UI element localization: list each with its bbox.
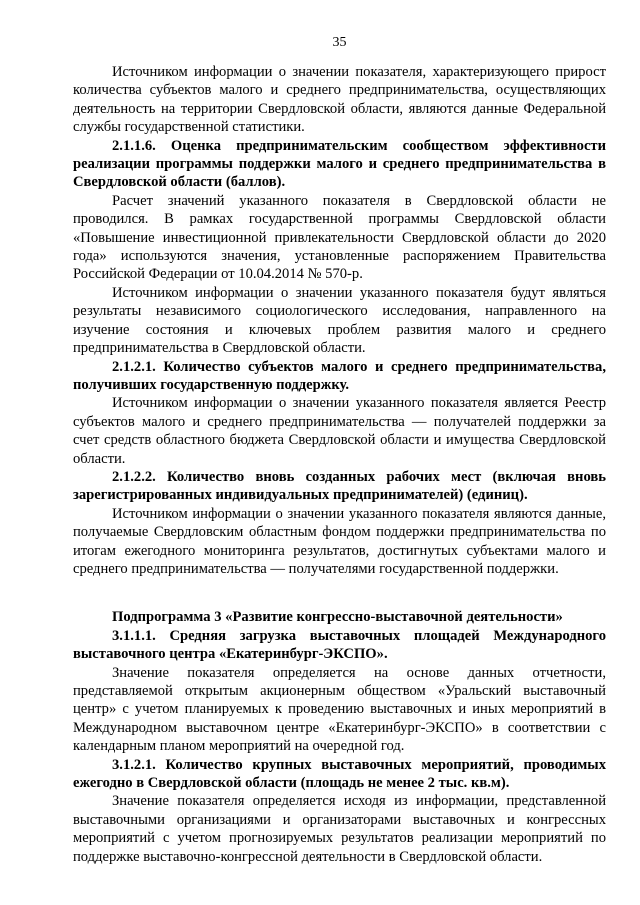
paragraph-expo-load: Значение показателя определяется на основе данных отчетности, представляемой открытым акционерным обществом «Уральский выставочный центр» с учетом планируемых к проведению выставочных и иных мероприятий в Международном выставочном центре «Екатеринбург-ЭКСПО» в соответствии с календарным планом мероприятий на очередной год. <box>73 664 606 755</box>
heading-2-1-2-1: 2.1.2.1. Количество субъектов малого и среднего предпринимательства, получивших государственную поддержку. <box>73 358 606 393</box>
paragraph-registry-source: Источником информации о значении указанного показателя является Реестр субъектов малого и среднего предпринимательства — получателей поддержки за счет средств областного бюджета Свердловской области и имущества Свердловской области. <box>73 395 606 467</box>
paragraph-exhibitions-count: Значение показателя определяется исходя из информации, представленной выставочными организациями и организаторами выставочных и конгрессных мероприятий с учетом прогнозируемых результатов реализации мероприятий по поддержке выставочно-конгрессной деятельности в Свердловской области. <box>73 793 606 865</box>
heading-3-1-2-1: 3.1.2.1. Количество крупных выставочных мероприятий, проводимых ежегодно в Свердловской области (площадь не менее 2 тыс. кв.м). <box>73 756 606 792</box>
paragraph-calculation: Расчет значений указанного показателя в Свердловской области не проводился. В рамках государственной программы Свердловской области «Повышение инвестиционной привлекательности Свердловской области до 2020 года» используются значения, установленные распоряжением Правительства Российской Федерации от 10.04.2014 № 570-р. <box>73 192 606 283</box>
paragraph-survey-source: Источником информации о значении указанного показателя будут являться результаты независимого социологического исследования, направленного на изучение состояния и ключевых проблем развития малого и среднего предпринимательства в Свердловской области. <box>73 284 606 357</box>
page-number: 35 <box>332 35 347 50</box>
heading-2-1-2-2: 2.1.2.2. Количество вновь созданных рабочих мест (включая вновь зарегистрированных индивидуальных предпринимателей) (единиц). <box>73 468 606 504</box>
paragraph-growth-source: Источником информации о значении показателя, характеризующего прирост количества субъектов малого и среднего предпринимательства, осуществляющих деятельность на территории Свердловской области, являются данные Федеральной службы государственной статистики. <box>73 64 606 136</box>
heading-2-1-1-6: 2.1.1.6. Оценка предпринимательским сообществом эффективности реализации программы поддержки малого и среднего предпринимательства в Свердловской области (баллов). <box>73 137 606 191</box>
heading-3-1-1-1: 3.1.1.1. Средняя загрузка выставочных площадей Международного выставочного центра «Екатеринбург-ЭКСПО». <box>73 627 606 663</box>
paragraph-fund-source: Источником информации о значении указанного показателя являются данные, получаемые Свердловским областным фондом поддержки предпринимательства по итогам ежегодного мониторинга результатов, достигнутых субъектами малого и среднего предпринимательства — получателями государственной поддержки. <box>73 505 606 577</box>
subprogram-3-title: Подпрограмма 3 «Развитие конгрессно-выставочной деятельности» <box>112 609 563 626</box>
